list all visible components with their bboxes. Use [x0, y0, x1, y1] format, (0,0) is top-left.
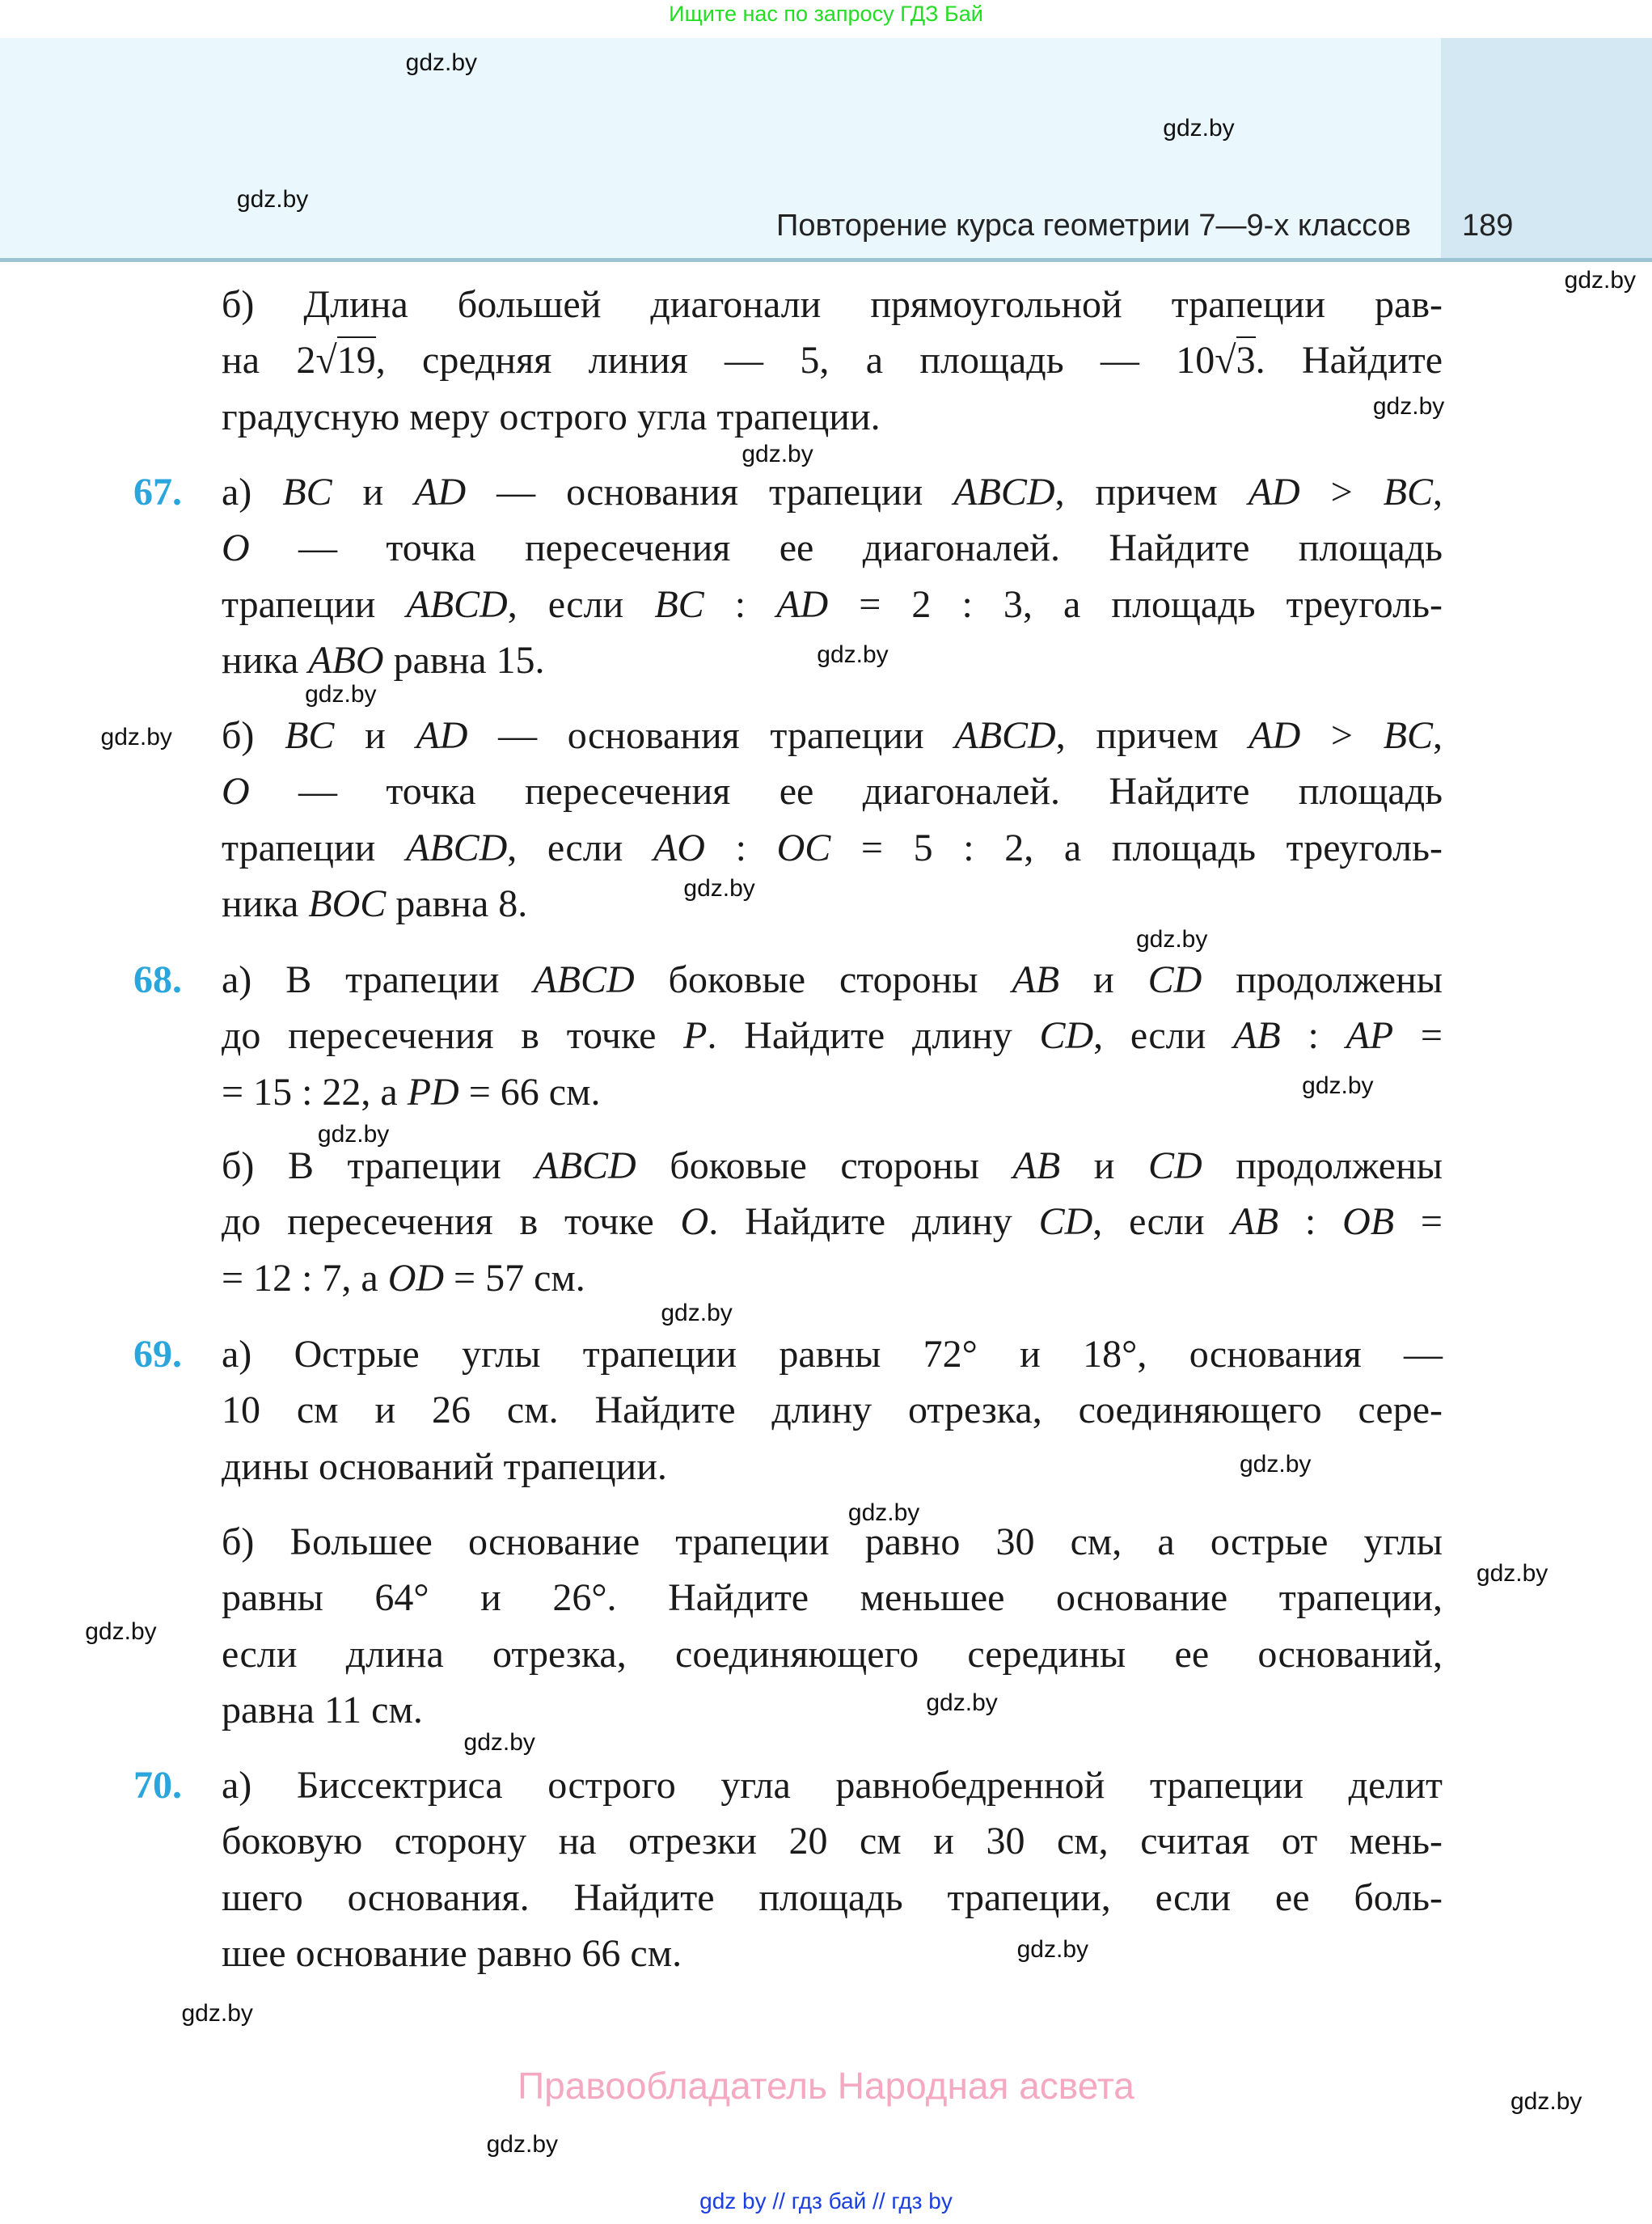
- text-line: ника BOC равна 8.: [222, 882, 528, 925]
- gdz-watermark: gdz.by: [661, 1299, 733, 1326]
- gdz-watermark: gdz.by: [741, 441, 813, 468]
- gdz-watermark: gdz.by: [405, 49, 478, 77]
- exercise-number: 68.: [133, 958, 182, 1001]
- text-line: а) Биссектриса острого угла равнобедренной трапеции делит: [222, 1764, 1443, 1807]
- gdz-watermark: gdz.by: [1476, 1560, 1548, 1588]
- text-line: равна 11 см.: [222, 1688, 423, 1731]
- gdz-watermark: gdz.by: [847, 1499, 920, 1526]
- gdz-watermark: gdz.by: [1564, 266, 1637, 294]
- gdz-watermark: gdz.by: [100, 723, 172, 750]
- text-line: до пересечения в точке P. Найдите длину CD, если AB : AP =: [222, 1014, 1443, 1058]
- text-line: градусную меру острого угла трапеции.: [222, 395, 881, 438]
- gdz-watermark: gdz.by: [317, 1120, 390, 1148]
- text-line: б) BC и AD — основания трапеции ABCD, причем AD > BC,: [222, 714, 1443, 757]
- gdz-watermark: gdz.by: [683, 875, 755, 903]
- text-line: а) В трапеции ABCD боковые стороны AB и CD продолжены: [222, 958, 1443, 1001]
- exercise-text: [222, 277, 1443, 445]
- gdz-watermark: gdz.by: [817, 641, 889, 668]
- gdz-watermark: gdz.by: [926, 1689, 998, 1716]
- gdz-watermark: gdz.by: [1239, 1451, 1312, 1478]
- exercise-text: [222, 708, 1443, 932]
- header-divider: [0, 258, 1652, 262]
- gdz-watermark: gdz.by: [236, 185, 309, 213]
- text-line: а) Острые углы трапеции равны 72° и 18°, основания —: [222, 1333, 1443, 1376]
- gdz-watermark: gdz.by: [486, 2130, 558, 2158]
- gdz-watermark: gdz.by: [1016, 1936, 1088, 1964]
- page-number: 189: [1462, 209, 1514, 243]
- text-line: а) BC и AD — основания трапеции ABCD, причем AD > BC,: [222, 471, 1443, 514]
- text-line: б) Большее основание трапеции равно 30 см, а острые углы: [222, 1520, 1443, 1563]
- copyright-watermark: Правообладатель Народная асвета: [518, 2065, 1134, 2107]
- text-line: б) В трапеции ABCD боковые стороны AB и CD продолжены: [222, 1144, 1443, 1187]
- gdz-watermark: gdz.by: [1510, 2087, 1582, 2115]
- text-line: = 12 : 7, а OD = 57 см.: [222, 1256, 585, 1300]
- gdz-watermark: gdz.by: [1302, 1072, 1374, 1100]
- text-line: O — точка пересечения ее диагоналей. Найдите площадь: [222, 770, 1443, 814]
- text-line: шее основание равно 66 см.: [222, 1931, 682, 1975]
- footer-links[interactable]: gdz by // гдз бай // гдз by: [699, 2188, 953, 2213]
- text-line: на 2√19, средняя линия — 5, а площадь — 10√3. Найдите: [222, 332, 1443, 388]
- exercise-text: [222, 952, 1443, 1120]
- exercise-text: [222, 1757, 1443, 1981]
- exercise-text: [222, 1514, 1443, 1738]
- text-line: дины оснований трапеции.: [222, 1444, 667, 1488]
- text-line: б) Длина большей диагонали прямоугольной трапеции рав-: [222, 283, 1443, 326]
- text-line: равны 64° и 26°. Найдите меньшее основание трапеции,: [222, 1576, 1443, 1620]
- gdz-watermark: gdz.by: [1135, 926, 1208, 953]
- gdz-watermark: gdz.by: [181, 2000, 253, 2027]
- search-hint: Ищите нас по запросу ГДЗ Бай: [669, 2, 983, 26]
- text-line: до пересечения в точке O. Найдите длину CD, если AB : OB =: [222, 1200, 1443, 1244]
- chapter-title: Повторение курса геометрии 7—9-х классов: [776, 209, 1411, 243]
- text-line: боковую сторону на отрезки 20 см и 30 см, считая от мень-: [222, 1820, 1443, 1863]
- text-line: если длина отрезка, соединяющего середины ее оснований,: [222, 1632, 1443, 1676]
- gdz-watermark: gdz.by: [85, 1618, 157, 1646]
- exercise-text: [222, 1138, 1443, 1306]
- gdz-watermark: gdz.by: [1372, 392, 1445, 420]
- exercise-number: 70.: [133, 1764, 182, 1807]
- gdz-watermark: gdz.by: [463, 1729, 535, 1757]
- exercise-number: 67.: [133, 471, 182, 514]
- text-line: шего основания. Найдите площадь трапеции, если ее боль-: [222, 1875, 1443, 1919]
- text-line: трапеции ABCD, если BC : AD = 2 : 3, а площадь треуголь-: [222, 582, 1443, 626]
- text-line: O — точка пересечения ее диагоналей. Найдите площадь: [222, 526, 1443, 570]
- text-line: трапеции ABCD, если AO : OC = 5 : 2, а площадь треуголь-: [222, 826, 1443, 869]
- text-line: 10 см и 26 см. Найдите длину отрезка, соединяющего сере-: [222, 1389, 1443, 1432]
- exercise-number: 69.: [133, 1333, 182, 1376]
- gdz-watermark: gdz.by: [305, 680, 377, 708]
- text-line: = 15 : 22, а PD = 66 см.: [222, 1070, 601, 1114]
- text-line: ника ABO равна 15.: [222, 638, 545, 682]
- gdz-watermark: gdz.by: [1163, 115, 1235, 142]
